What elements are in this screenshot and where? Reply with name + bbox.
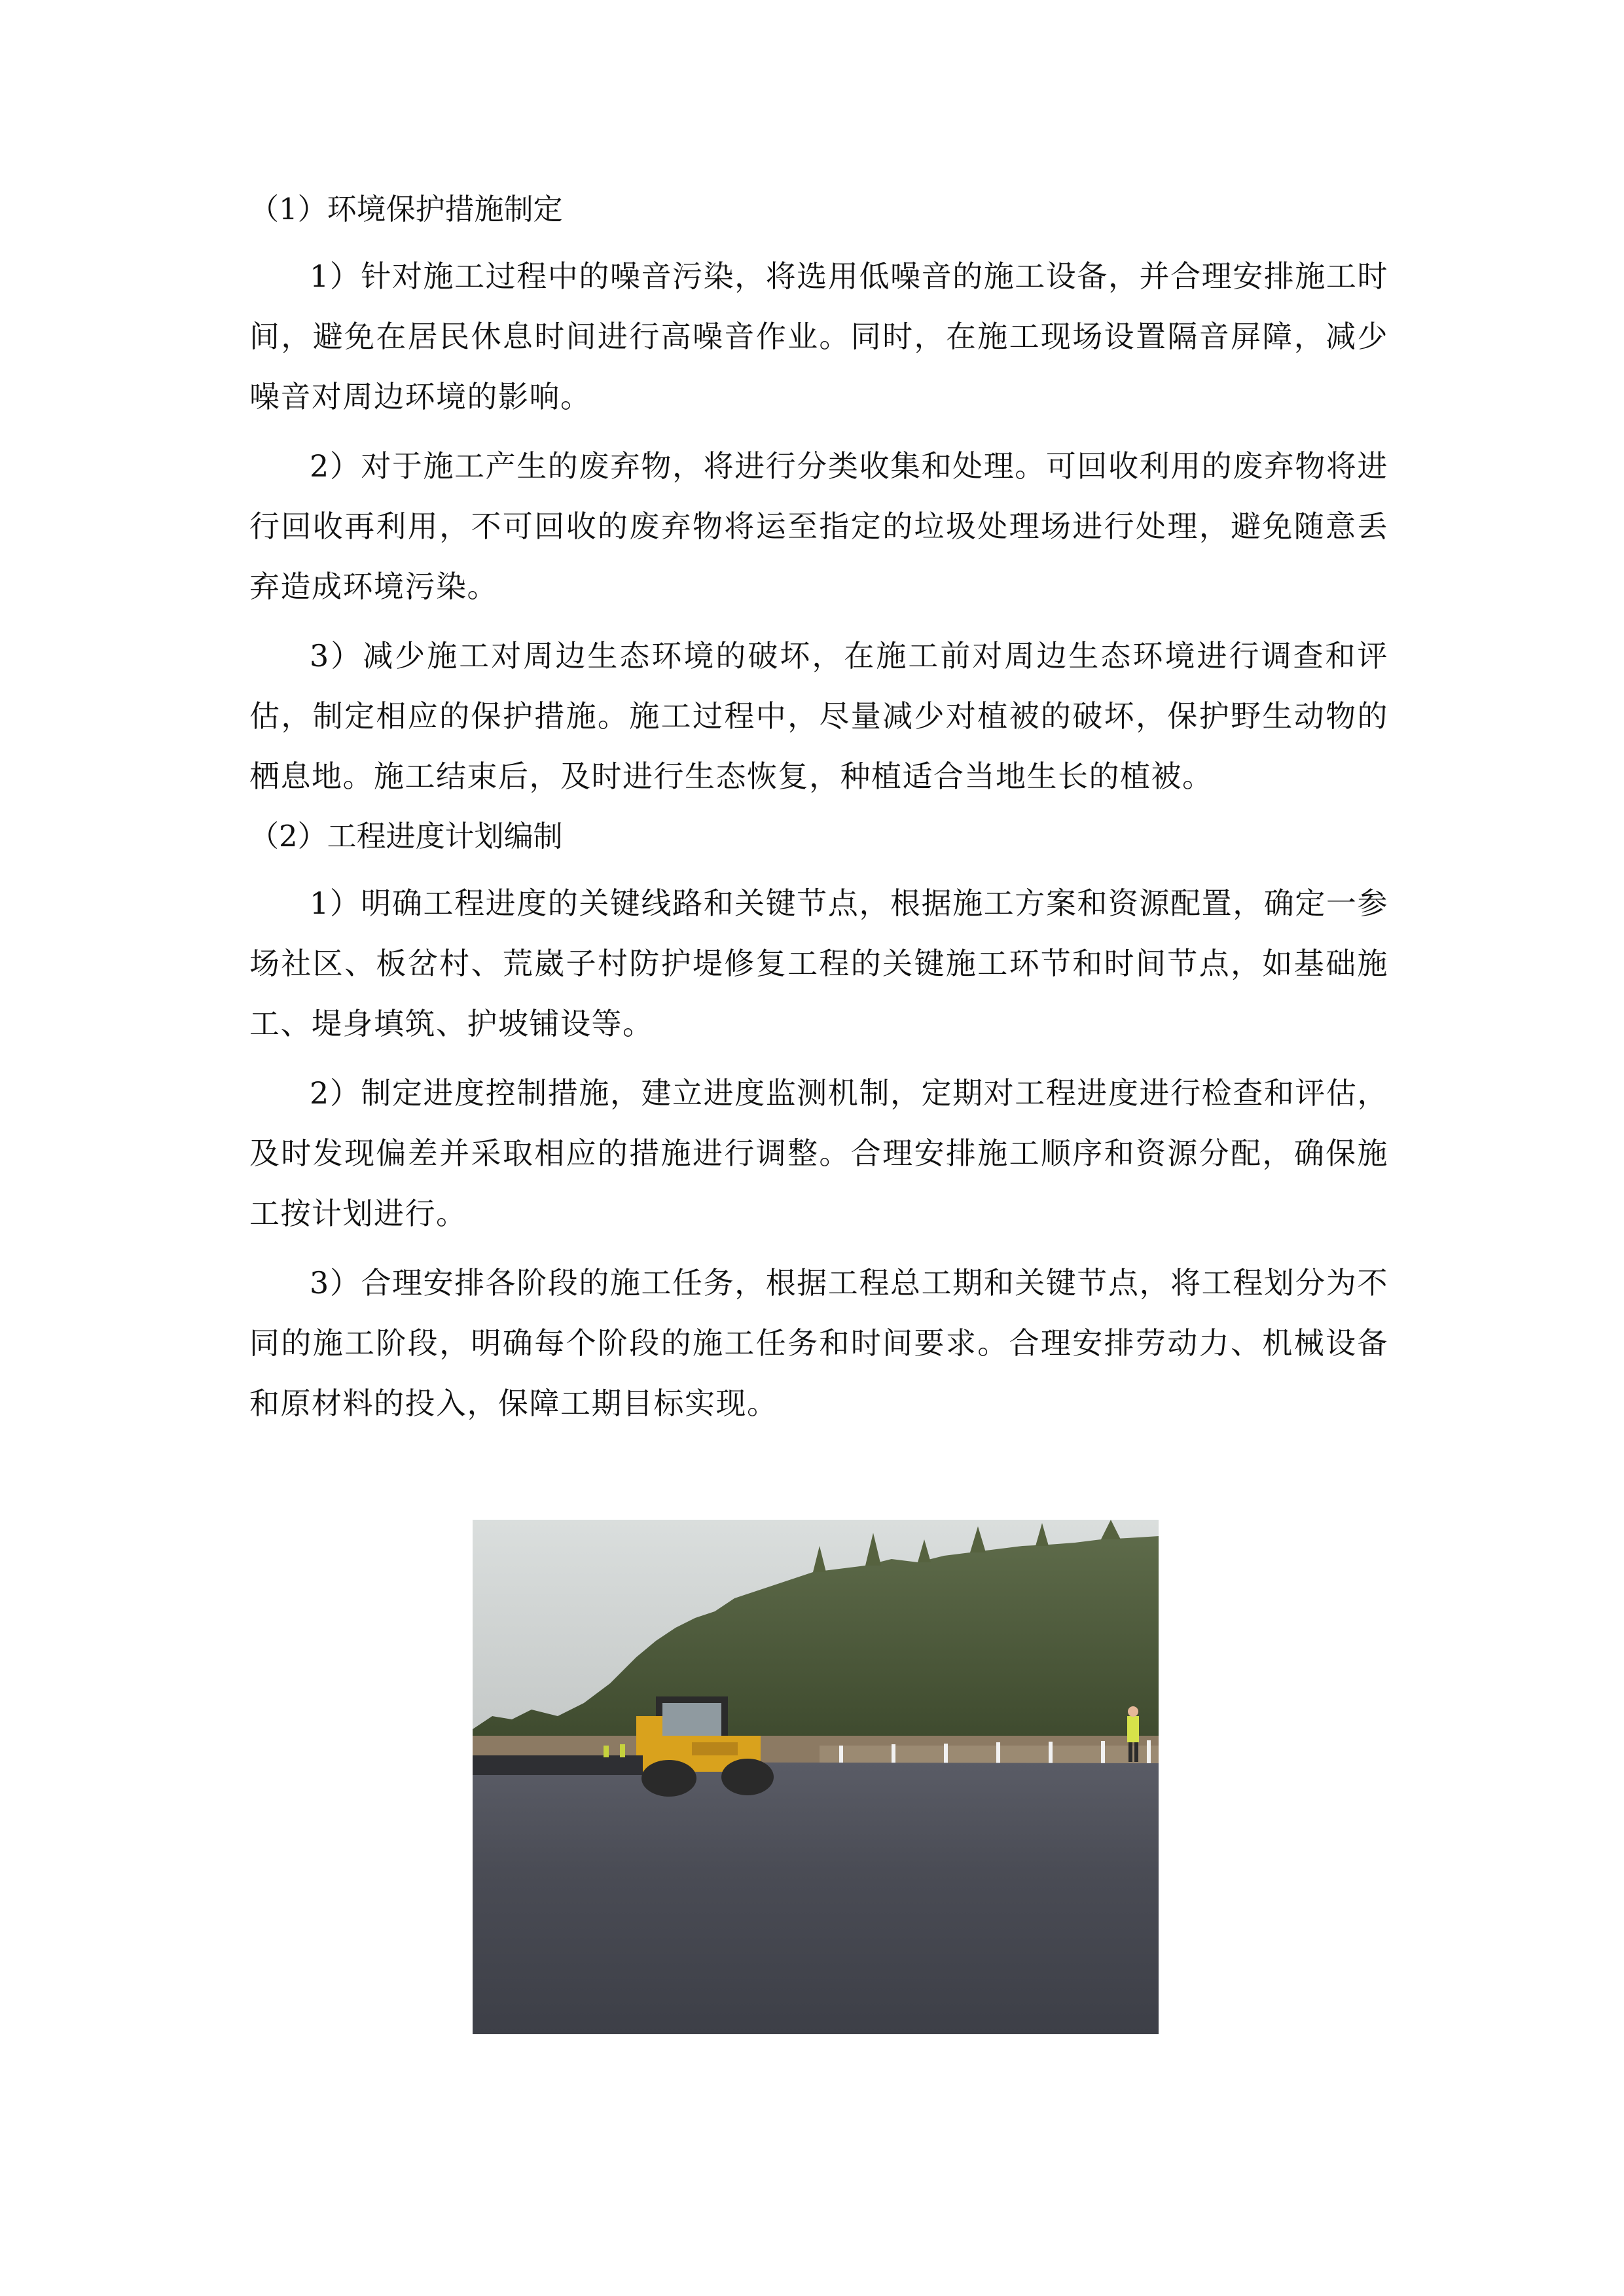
asphalt-road	[473, 1762, 1159, 2034]
paragraph-noise: 1）针对施工过程中的噪音污染，将选用低噪音的施工设备，并合理安排施工时间，避免在居民休息时间进行高噪音作业。同时，在施工现场设置隔音屏障，减少噪音对周边环境的影响。	[249, 259, 1388, 414]
section-heading-schedule: （2）工程进度计划编制	[249, 819, 563, 853]
paragraph-progress-control: 2）制定进度控制措施，建立进度监测机制，定期对工程进度进行检查和评估，及时发现偏差并采取相应的措施进行调整。合理安排施工顺序和资源分配，确保施工按计划进行。	[249, 1075, 1388, 1231]
paragraph-stage-tasks: 3）合理安排各阶段的施工任务，根据工程总工期和关键节点，将工程划分为不同的施工阶段，明确每个阶段的施工任务和时间要求。合理安排劳动力、机械设备和原材料的投入，保障工期目标实现。	[249, 1265, 1388, 1421]
section-heading-environment: （1）环境保护措施制定	[249, 192, 563, 226]
paragraph-ecology: 3）减少施工对周边生态环境的破坏，在施工前对周边生态环境进行调查和评估，制定相应的保护措施。施工过程中，尽量减少对植被的破坏，保护野生动物的栖息地。施工结束后，及时进行生态恢复，种植适合当地生长的植被。	[249, 638, 1388, 794]
document-body	[249, 191, 1388, 1433]
construction-photo	[473, 1520, 1159, 2034]
paragraph-waste: 2）对于施工产生的废弃物，将进行分类收集和处理。可回收利用的废弃物将进行回收再利用，不可回收的废弃物将运至指定的垃圾处理场进行处理，避免随意丢弃造成环境污染。	[249, 448, 1388, 604]
paragraph-critical-path: 1）明确工程进度的关键线路和关键节点，根据施工方案和资源配置，确定一参场社区、板岔村、荒崴子村防护堤修复工程的关键施工环节和时间节点，如基础施工、堤身填筑、护坡铺设等。	[249, 886, 1388, 1041]
